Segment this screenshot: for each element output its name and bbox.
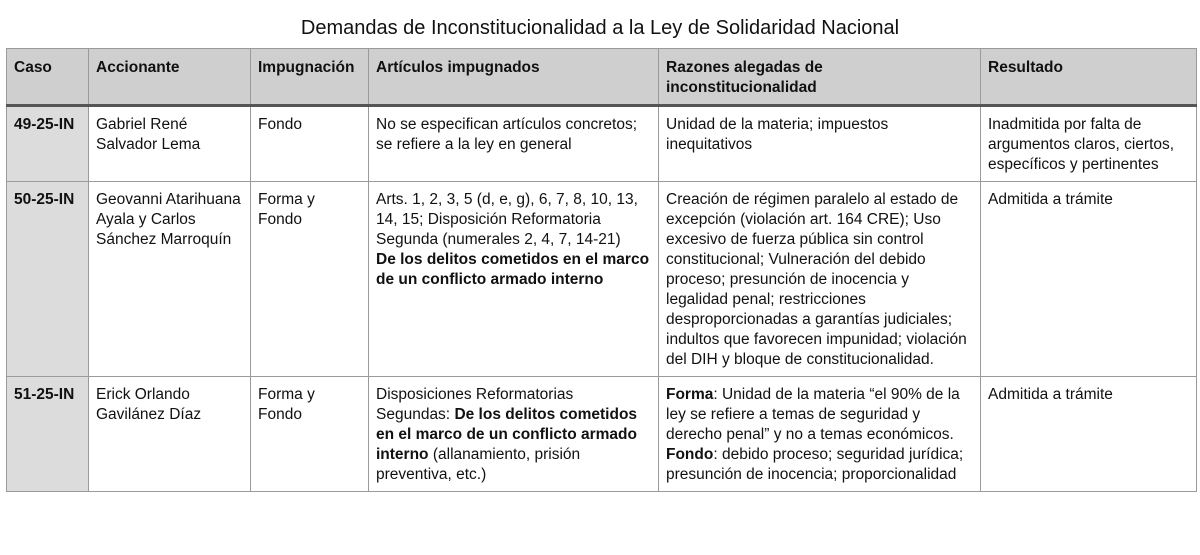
- table-header-row: [7, 49, 1197, 106]
- cell-accionante: Geovanni Atarihuana Ayala y Carlos Sánchez Marroquín: [89, 182, 251, 377]
- cell-razones: [659, 377, 981, 492]
- cell-articulos: No se especifican artículos concretos; se refiere a la ley en general: [369, 106, 659, 182]
- cell-caso: 49-25-IN: [7, 106, 89, 182]
- table-row: [7, 182, 1197, 377]
- forma-text: : Unidad de la materia “el 90% de la ley se refiere a temas de seguridad y derecho penal” y no a temas económicos.: [666, 386, 960, 443]
- cell-razones: Creación de régimen paralelo al estado de excepción (violación art. 164 CRE); Uso excesivo de fuerza pública sin control constitucional; Vulneración del debido proceso; presunción de inocencia y legalidad penal; restricciones desproporcionadas a garantías judiciales; indultos que favorecen impunidad; violación del DIH y bloque de constitucionalidad.: [659, 182, 981, 377]
- cell-articulos: [369, 377, 659, 492]
- header-articulos: Artículos impugnados: [369, 49, 659, 106]
- page-title: Demandas de Inconstitucionalidad a la Ley de Solidaridad Nacional: [300, 17, 900, 39]
- table-row: [7, 106, 1197, 182]
- articulos-pre-text: Disposiciones Reformatorias Segundas:: [376, 386, 574, 423]
- cell-impugnacion: Fondo: [251, 106, 369, 182]
- demands-table: [6, 48, 1197, 492]
- forma-label: Forma: [666, 386, 714, 403]
- header-resultado: Resultado: [981, 49, 1197, 106]
- cell-articulos: [369, 182, 659, 377]
- cell-caso: 51-25-IN: [7, 377, 89, 492]
- cell-resultado: Inadmitida por falta de argumentos claros, ciertos, específicos y pertinentes: [981, 106, 1197, 182]
- table-row: [7, 377, 1197, 492]
- articulos-bold-text: De los delitos cometidos en el marco de un conflicto armado interno: [376, 406, 638, 463]
- articulos-text: Arts. 1, 2, 3, 5 (d, e, g), 6, 7, 8, 10, 13, 14, 15; Disposición Reformatoria Segunda (numerales 2, 4, 7, 14-21): [376, 191, 638, 248]
- cell-razones: Unidad de la materia; impuestos inequitativos: [659, 106, 981, 182]
- articulos-post-text: (allanamiento, prisión preventiva, etc.): [376, 446, 581, 483]
- cell-caso: 50-25-IN: [7, 182, 89, 377]
- fondo-label: Fondo: [666, 446, 714, 463]
- cell-accionante: Gabriel René Salvador Lema: [89, 106, 251, 182]
- fondo-text: : debido proceso; seguridad jurídica; presunción de inocencia; proporcionalidad: [666, 446, 964, 483]
- cell-resultado: Admitida a trámite: [981, 377, 1197, 492]
- header-impugnacion: Impugnación: [251, 49, 369, 106]
- header-razones: Razones alegadas de inconstitucionalidad: [659, 49, 981, 106]
- header-accionante: Accionante: [89, 49, 251, 106]
- articulos-bold-text: De los delitos cometidos en el marco de un conflicto armado interno: [376, 251, 650, 288]
- cell-impugnacion: Forma y Fondo: [251, 377, 369, 492]
- cell-resultado: Admitida a trámite: [981, 182, 1197, 377]
- header-caso: Caso: [7, 49, 89, 106]
- cell-accionante: Erick Orlando Gavilánez Díaz: [89, 377, 251, 492]
- cell-impugnacion: Forma y Fondo: [251, 182, 369, 377]
